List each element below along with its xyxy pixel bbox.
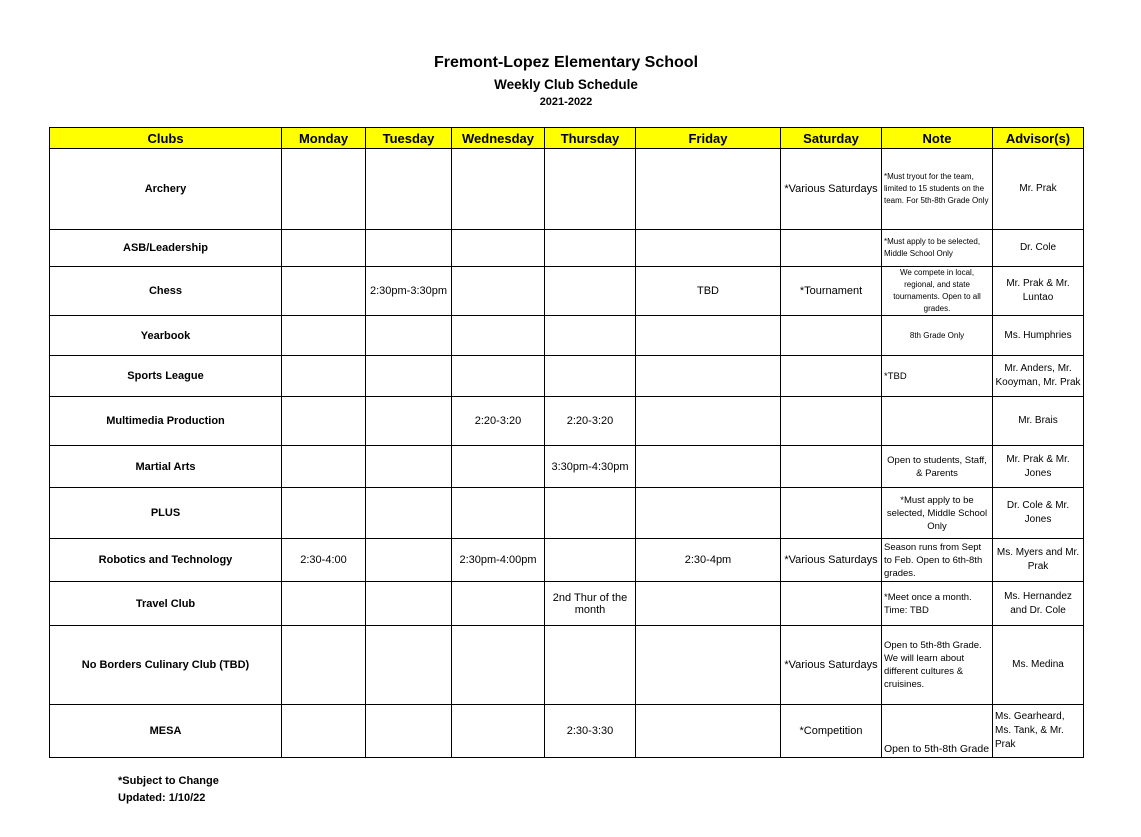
wednesday-cell: 2:30pm-4:00pm <box>452 539 545 582</box>
advisor-cell: Dr. Cole & Mr. Jones <box>993 488 1084 539</box>
monday-cell <box>282 356 366 397</box>
advisor-cell: Mr. Prak <box>993 149 1084 230</box>
monday-cell <box>282 149 366 230</box>
thursday-cell <box>545 149 636 230</box>
table-row <box>50 626 1084 705</box>
saturday-cell <box>781 397 882 446</box>
friday-cell <box>636 582 781 626</box>
thursday-cell <box>545 230 636 267</box>
note-cell: Open to 5th-8th Grade <box>882 705 993 758</box>
wednesday-cell <box>452 488 545 539</box>
school-year: 2021-2022 <box>539 96 593 108</box>
note-cell: *Must apply to be selected, Middle School Only <box>882 230 993 267</box>
note-cell: *TBD <box>882 356 993 397</box>
club-name: Archery <box>50 149 282 230</box>
friday-cell <box>636 626 781 705</box>
advisor-cell: Mr. Prak & Mr. Luntao <box>993 267 1084 316</box>
advisor-cell: Mr. Brais <box>993 397 1084 446</box>
thursday-cell <box>545 626 636 705</box>
wednesday-cell <box>452 582 545 626</box>
advisor-cell: Ms. Gearheard, Ms. Tank, & Mr. Prak <box>993 705 1084 758</box>
thursday-cell <box>545 356 636 397</box>
saturday-cell: *Competition <box>781 705 882 758</box>
club-name: No Borders Culinary Club (TBD) <box>50 626 282 705</box>
advisor-cell: Ms. Humphries <box>993 316 1084 356</box>
monday-cell <box>282 316 366 356</box>
note-cell: Open to 5th-8th Grade. We will learn about different cultures & cruisines. <box>882 626 993 705</box>
club-name: Sports League <box>50 356 282 397</box>
club-name: Multimedia Production <box>50 397 282 446</box>
club-name: ASB/Leadership <box>50 230 282 267</box>
table-row <box>50 539 1084 582</box>
monday-cell: 2:30-4:00 <box>282 539 366 582</box>
note-cell: *Meet once a month. Time: TBD <box>882 582 993 626</box>
table-row <box>50 267 1084 316</box>
tuesday-cell <box>366 446 452 488</box>
wednesday-cell <box>452 446 545 488</box>
saturday-cell <box>781 582 882 626</box>
advisor-cell: Dr. Cole <box>993 230 1084 267</box>
club-name: PLUS <box>50 488 282 539</box>
club-name: Travel Club <box>50 582 282 626</box>
table-row <box>50 488 1084 539</box>
column-header-note: Note <box>882 128 993 149</box>
monday-cell <box>282 397 366 446</box>
wednesday-cell: 2:20-3:20 <box>452 397 545 446</box>
club-name: Chess <box>50 267 282 316</box>
wednesday-cell <box>452 230 545 267</box>
column-header-monday: Monday <box>282 128 366 149</box>
wednesday-cell <box>452 356 545 397</box>
saturday-cell <box>781 356 882 397</box>
saturday-cell: *Various Saturdays <box>781 149 882 230</box>
thursday-cell <box>545 488 636 539</box>
friday-cell <box>636 149 781 230</box>
saturday-cell <box>781 316 882 356</box>
tuesday-cell <box>366 582 452 626</box>
saturday-cell: *Various Saturdays <box>781 539 882 582</box>
friday-cell <box>636 446 781 488</box>
column-header-clubs: Clubs <box>50 128 282 149</box>
advisor-cell: Ms. Medina <box>993 626 1084 705</box>
monday-cell <box>282 446 366 488</box>
advisor-cell: Ms. Hernandez and Dr. Cole <box>993 582 1084 626</box>
thursday-cell <box>545 267 636 316</box>
note-cell: *Must apply to be selected, Middle School Only <box>882 488 993 539</box>
tuesday-cell <box>366 705 452 758</box>
friday-cell <box>636 316 781 356</box>
friday-cell <box>636 705 781 758</box>
monday-cell <box>282 705 366 758</box>
column-header-advisors: Advisor(s) <box>993 128 1084 149</box>
table-row <box>50 446 1084 488</box>
advisor-cell: Mr. Anders, Mr. Kooyman, Mr. Prak <box>993 356 1084 397</box>
friday-cell: 2:30-4pm <box>636 539 781 582</box>
club-name: Martial Arts <box>50 446 282 488</box>
advisor-cell: Mr. Prak & Mr. Jones <box>993 446 1084 488</box>
advisor-cell: Ms. Myers and Mr. Prak <box>993 539 1084 582</box>
wednesday-cell <box>452 267 545 316</box>
tuesday-cell <box>366 397 452 446</box>
note-cell: 8th Grade Only <box>882 316 993 356</box>
monday-cell <box>282 582 366 626</box>
schedule-title: Weekly Club Schedule <box>494 77 638 92</box>
tuesday-cell <box>366 626 452 705</box>
school-name: Fremont-Lopez Elementary School <box>433 54 699 71</box>
friday-cell <box>636 488 781 539</box>
friday-cell <box>636 230 781 267</box>
club-name: Robotics and Technology <box>50 539 282 582</box>
friday-cell: TBD <box>636 267 781 316</box>
tuesday-cell <box>366 356 452 397</box>
club-schedule-table <box>49 127 1084 758</box>
club-name: Yearbook <box>50 316 282 356</box>
tuesday-cell <box>366 488 452 539</box>
table-row <box>50 582 1084 626</box>
tuesday-cell <box>366 539 452 582</box>
column-header-tuesday: Tuesday <box>366 128 452 149</box>
thursday-cell: 2:20-3:20 <box>545 397 636 446</box>
column-header-thursday: Thursday <box>545 128 636 149</box>
saturday-cell <box>781 230 882 267</box>
monday-cell <box>282 230 366 267</box>
note-cell: We compete in local, regional, and state tournaments. Open to all grades. <box>882 267 993 316</box>
header-row <box>50 128 1084 149</box>
note-cell: Season runs from Sept to Feb. Open to 6th-8th grades. <box>882 539 993 582</box>
column-header-saturday: Saturday <box>781 128 882 149</box>
thursday-cell <box>545 539 636 582</box>
column-header-friday: Friday <box>636 128 781 149</box>
table-row <box>50 705 1084 758</box>
club-name: MESA <box>50 705 282 758</box>
note-cell: *Must tryout for the team, limited to 15 students on the team. For 5th-8th Grade Only <box>882 149 993 230</box>
tuesday-cell <box>366 316 452 356</box>
tuesday-cell: 2:30pm-3:30pm <box>366 267 452 316</box>
updated-date: Updated: 1/10/22 <box>118 792 206 804</box>
thursday-cell: 2:30-3:30 <box>545 705 636 758</box>
subject-to-change-note: *Subject to Change <box>118 775 219 787</box>
note-cell <box>882 397 993 446</box>
table-row <box>50 397 1084 446</box>
tuesday-cell <box>366 149 452 230</box>
friday-cell <box>636 397 781 446</box>
saturday-cell <box>781 488 882 539</box>
wednesday-cell <box>452 705 545 758</box>
wednesday-cell <box>452 626 545 705</box>
table-row <box>50 356 1084 397</box>
friday-cell <box>636 356 781 397</box>
saturday-cell: *Various Saturdays <box>781 626 882 705</box>
table-row <box>50 230 1084 267</box>
tuesday-cell <box>366 230 452 267</box>
note-cell: Open to students, Staff, & Parents <box>882 446 993 488</box>
monday-cell <box>282 488 366 539</box>
monday-cell <box>282 267 366 316</box>
saturday-cell <box>781 446 882 488</box>
wednesday-cell <box>452 316 545 356</box>
table-row <box>50 316 1084 356</box>
thursday-cell: 2nd Thur of the month <box>545 582 636 626</box>
thursday-cell: 3:30pm-4:30pm <box>545 446 636 488</box>
column-header-wednesday: Wednesday <box>452 128 545 149</box>
thursday-cell <box>545 316 636 356</box>
monday-cell <box>282 626 366 705</box>
wednesday-cell <box>452 149 545 230</box>
saturday-cell: *Tournament <box>781 267 882 316</box>
table-row <box>50 149 1084 230</box>
